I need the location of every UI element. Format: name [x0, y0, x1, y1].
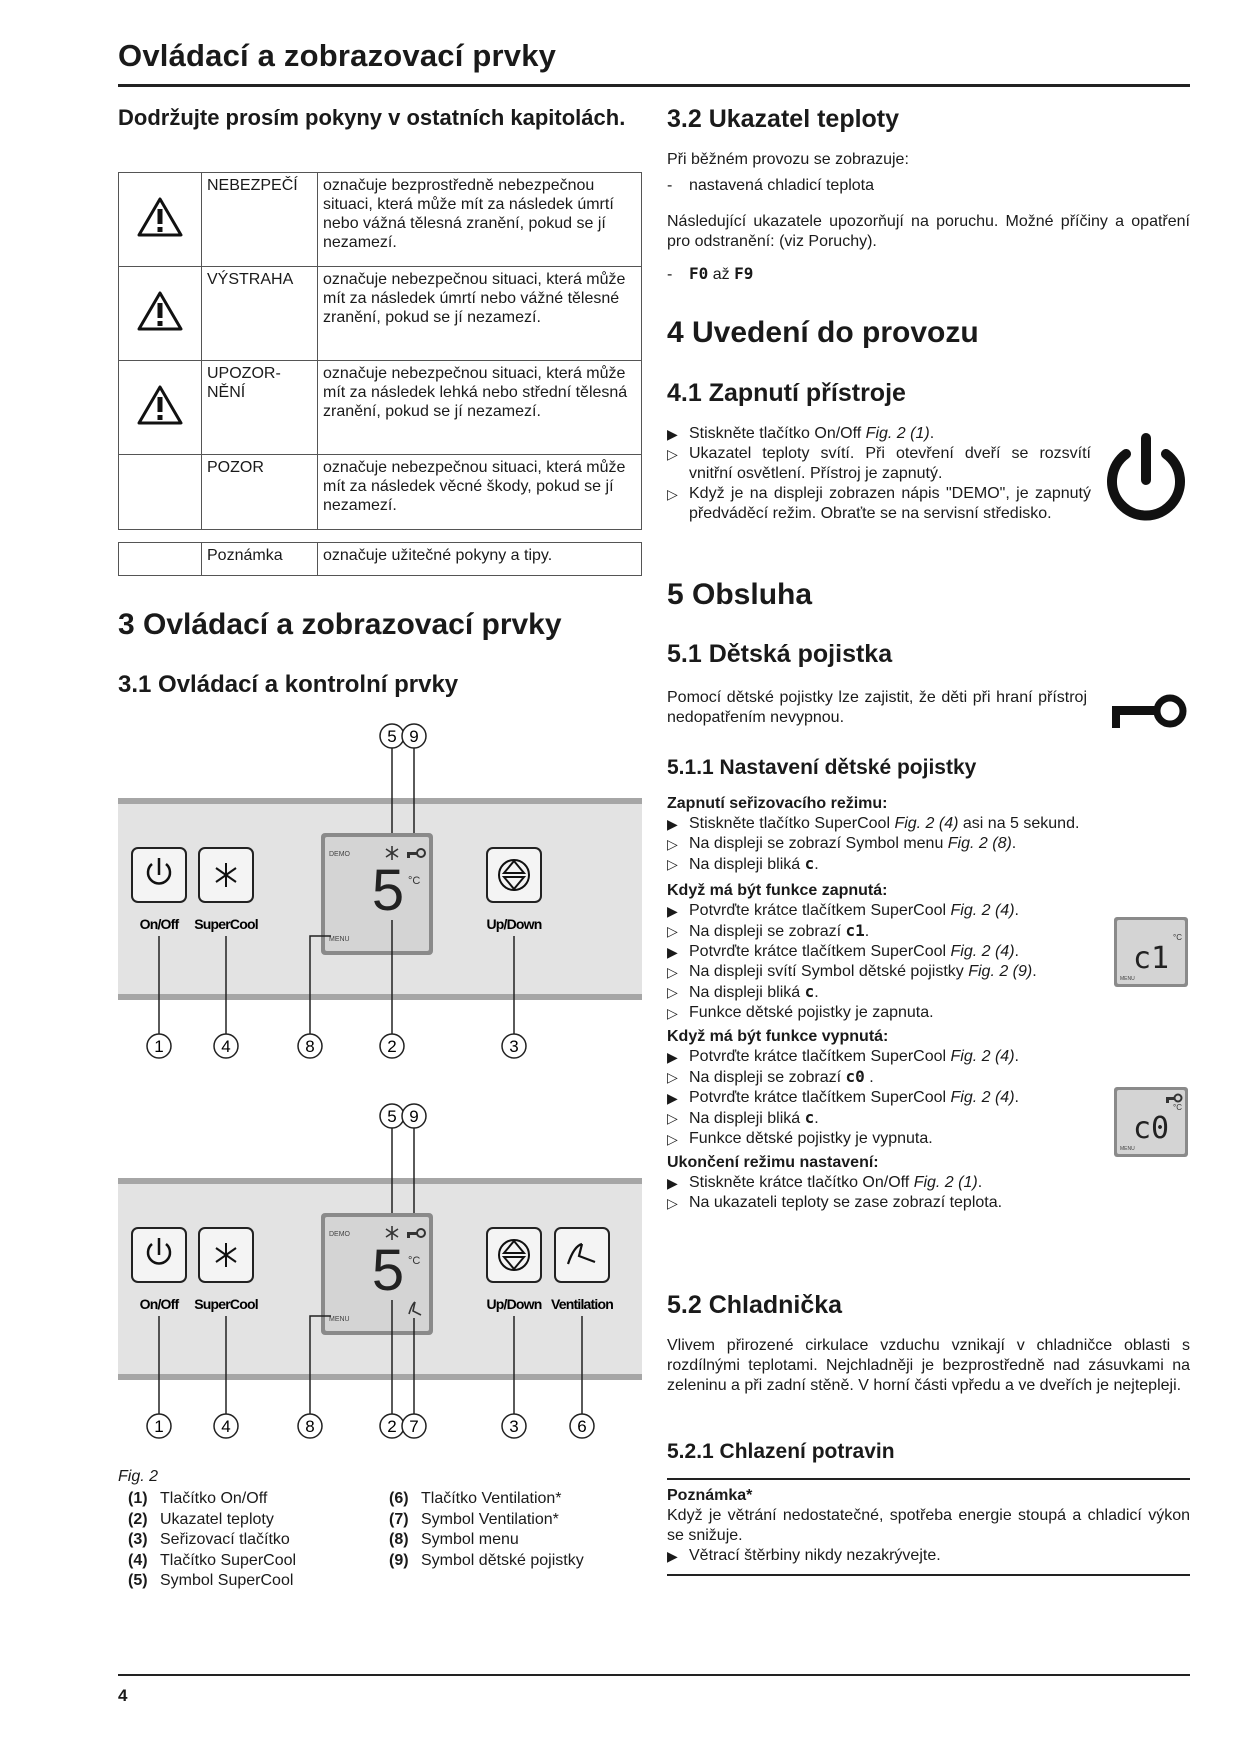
display-c0	[1113, 1086, 1189, 1158]
ventilation-button[interactable]	[555, 1228, 609, 1282]
step-item: ▷ Na displeji bliká c.	[667, 1108, 819, 1127]
section-5-2-text: Vlivem přirozené cirkulace vzduchu vznikají v chladničce oblasti s rozdílnými teplotami. Nejchladněji je bezprostředně nad zásuvkami na zeleninu a při zadní stěně. V horní části vpředu a ve dveřích je nejtepleji.	[667, 1337, 1190, 1394]
legend-left	[128, 1489, 388, 1592]
callout-label: 3	[509, 1417, 519, 1436]
warning-row	[119, 173, 642, 267]
step-item: ▷ Na displeji se zobrazí Symbol menu Fig. 2 (8).	[667, 835, 1017, 852]
header-rule	[118, 84, 1190, 87]
mode-on-title: Zapnutí seřizovacího režimu:	[667, 795, 888, 812]
callout-label: 2	[387, 1037, 397, 1056]
warning-triangle-icon	[119, 173, 202, 267]
note-table	[118, 542, 642, 576]
display-c1-code: c1	[1132, 941, 1170, 976]
key-icon	[1110, 694, 1190, 730]
panel-bottom	[118, 1104, 642, 1438]
step-item: ▶ Stiskněte tlačítko SuperCool Fig. 2 (4) asi na 5 sekund.	[667, 815, 1080, 832]
section-4-1-title: 4.1 Zapnutí přístroje	[667, 379, 906, 407]
warning-text: označuje nebezpečnou situaci, která může mít za následek lehká nebo střední tělesná zranění, pokud se jí nezamezí.	[318, 361, 642, 455]
warning-row	[119, 267, 642, 361]
section-5-2-title: 5.2 Chladnička	[667, 1291, 843, 1319]
warning-label: POZOR	[202, 455, 318, 530]
updown-button[interactable]	[487, 1228, 541, 1282]
step-item: ▷ Funkce dětské pojistky je vypnuta.	[667, 1130, 933, 1147]
warning-row	[119, 361, 642, 455]
temperature-digit: 5	[371, 1238, 405, 1303]
callout-9-label: 9	[409, 1107, 419, 1126]
footer-rule	[118, 1674, 1190, 1676]
display-c1-menu: MENU	[1120, 976, 1135, 982]
demo-indicator: DEMO	[329, 1231, 350, 1238]
warning-label: NEBEZPEČÍ	[202, 173, 318, 267]
blank-icon-cell	[119, 543, 202, 576]
supercool-label: SuperCool	[194, 1296, 258, 1312]
section-4-title: 4 Uvedení do provozu	[667, 316, 979, 349]
section-3-2-title: 3.2 Ukazatel teploty	[667, 105, 900, 133]
panel-bottom-stripe	[118, 1374, 642, 1380]
mode-on-steps	[667, 814, 1107, 875]
demo-indicator: DEMO	[329, 851, 350, 858]
step-item: ▷ Na displeji bliká c.	[667, 982, 819, 1001]
display-c1	[1113, 916, 1189, 988]
page-title: Ovládací a zobrazovací prvky	[118, 38, 557, 73]
legend-item: (6) Tlačítko Ventilation*	[389, 1490, 562, 1507]
note-title: Poznámka*	[667, 1487, 753, 1504]
figure-caption: Fig. 2	[118, 1468, 159, 1485]
menu-indicator: MENU	[329, 936, 350, 943]
display-c0-unit: °C	[1173, 1103, 1182, 1112]
callouts-row-2	[147, 1414, 594, 1438]
display-c0-menu: MENU	[1120, 1146, 1135, 1152]
note-label: Poznámka	[202, 543, 318, 576]
warning-label: UPOZOR-NĚNÍ	[202, 361, 318, 455]
control-panel-figure	[118, 712, 642, 1472]
warning-text: označuje nebezpečnou situaci, která může mít za následek úmrtí nebo vážné tělesné zranění, pokud se jí nezamezí.	[318, 267, 642, 361]
step-item: ▶ Potvrďte krátce tlačítkem SuperCool Fig. 2 (4).	[667, 902, 1019, 919]
updown-button[interactable]	[487, 848, 541, 902]
func-on-steps	[667, 901, 1107, 1023]
callout-9-label: 9	[409, 727, 419, 746]
note-box	[667, 1478, 1190, 1576]
display-c1-unit: °C	[1173, 933, 1182, 942]
mode-end-steps	[667, 1173, 1107, 1213]
step-item: ▷ Na ukazateli teploty se zase zobrazí teplota.	[667, 1194, 1003, 1211]
section-5-1-text: Pomocí dětské pojistky lze zajistit, že děti při hraní přístroj nedopatřením nevypnou.	[667, 689, 1087, 726]
note-step: ▶ Větrací štěrbiny nikdy nezakrývejte.	[667, 1547, 941, 1564]
step-item: ▷ Na displeji svítí Symbol dětské pojistky Fig. 2 (9).	[667, 963, 1037, 980]
func-on-title: Když má být funkce zapnutá:	[667, 882, 888, 899]
legend-item: (7) Symbol Ventilation*	[389, 1510, 559, 1528]
panel-top-stripe	[118, 798, 642, 804]
warning-table-wrap	[118, 172, 642, 576]
warning-label: VÝSTRAHA	[202, 267, 318, 361]
panel-bottom-stripe	[118, 994, 642, 1000]
legend-item: (2) Ukazatel teploty	[128, 1510, 274, 1528]
panel-top	[118, 724, 642, 1058]
temperature-digit: 5	[371, 858, 405, 923]
callout-5-label: 5	[387, 727, 397, 746]
callout-label: 6	[577, 1417, 587, 1436]
note-steps	[667, 1546, 1190, 1566]
blank-icon-cell	[119, 455, 202, 530]
section-3-2-error-range: - F0 až F9	[667, 264, 754, 283]
callout-label: 7	[409, 1417, 419, 1436]
note-text: označuje užitečné pokyny a tipy.	[318, 543, 642, 576]
warning-table	[118, 172, 642, 530]
warning-text: označuje bezprostředně nebezpečnou situaci, která může mít za následek úmrtí nebo vážná tělesná zranění, pokud se jí nezamezí.	[318, 173, 642, 267]
step-item: ▷ Funkce dětské pojistky je zapnuta.	[667, 1004, 934, 1021]
menu-indicator: MENU	[329, 1316, 350, 1323]
section-3-1-title: 3.1 Ovládací a kontrolní prvky	[118, 671, 459, 698]
section-5-2-1-title: 5.2.1 Chlazení potravin	[667, 1440, 895, 1463]
legend-item: (8) Symbol menu	[389, 1531, 519, 1548]
warning-triangle-icon	[119, 267, 202, 361]
legend-item: (3) Seřizovací tlačítko	[128, 1531, 290, 1548]
section-3-2-fault-text: Následující ukazatele upozorňují na poruchu. Možné příčiny a opatření pro odstranění: (viz Poruchy).	[667, 213, 1190, 250]
onoff-label: On/Off	[139, 1296, 179, 1312]
callouts-row-1	[147, 1034, 526, 1058]
section-3-2-item: - nastavená chladicí teplota	[667, 177, 875, 194]
section-4-1-steps	[667, 424, 1091, 524]
callout-label: 8	[305, 1037, 315, 1056]
callout-label: 4	[221, 1037, 231, 1056]
updown-label: Up/Down	[486, 916, 542, 932]
mode-end-title: Ukončení režimu nastavení:	[667, 1154, 879, 1171]
callout-label: 1	[154, 1037, 164, 1056]
legend-item: (1) Tlačítko On/Off	[128, 1490, 268, 1507]
step-item: ▷ Na displeji bliká c.	[667, 854, 819, 873]
func-off-steps	[667, 1047, 1107, 1149]
updown-label: Up/Down	[486, 1296, 542, 1312]
legend-item: (5) Symbol SuperCool	[128, 1572, 294, 1589]
callout-label: 3	[509, 1037, 519, 1056]
panel-top-stripe	[118, 1178, 642, 1184]
step-item: ▷ Když je na displeji zobrazen nápis "DEMO", je zapnutý předváděcí režim. Obraťte se na servisní středisko.	[667, 485, 1091, 522]
legend-item: (9) Symbol dětské pojistky	[389, 1551, 584, 1569]
legend-right	[389, 1489, 649, 1571]
section-3-2-text: Při běžném provozu se zobrazuje:	[667, 151, 909, 168]
legend-item: (4) Tlačítko SuperCool	[128, 1551, 297, 1569]
step-item: ▶ Stiskněte krátce tlačítko On/Off Fig. 2 (1).	[667, 1174, 983, 1191]
callout-label: 2	[387, 1417, 397, 1436]
display-c0-code: c0	[1132, 1111, 1170, 1146]
section-5-1-1-title: 5.1.1 Nastavení dětské pojistky	[667, 756, 977, 779]
section-5-1-title: 5.1 Dětská pojistka	[667, 640, 893, 668]
supercool-label: SuperCool	[194, 916, 258, 932]
warning-text: označuje nebezpečnou situaci, která může mít za následek věcné škody, pokud se jí nezamezí.	[318, 455, 642, 530]
step-item: ▷ Ukazatel teploty svítí. Při otevření dveří se rozsvítí vnitřní osvětlení. Přístroj je zapnutý.	[667, 445, 1091, 482]
callout-label: 8	[305, 1417, 315, 1436]
callout-label: 1	[154, 1417, 164, 1436]
section-5-title: 5 Obsluha	[667, 578, 813, 611]
step-item: ▶ Potvrďte krátce tlačítkem SuperCool Fig. 2 (4).	[667, 1048, 1019, 1065]
callout-label: 4	[221, 1417, 231, 1436]
power-icon	[1104, 432, 1188, 526]
callout-5-label: 5	[387, 1107, 397, 1126]
step-item: ▷ Na displeji se zobrazí c0 .	[667, 1067, 874, 1086]
child-lock-procedure	[667, 794, 1190, 1213]
step-item: ▶ Potvrďte krátce tlačítkem SuperCool Fig. 2 (4).	[667, 943, 1019, 960]
note-row	[119, 543, 642, 576]
page-number: 4	[118, 1686, 128, 1705]
func-off-title: Když má být funkce vypnutá:	[667, 1028, 889, 1045]
intro-text: Dodržujte prosím pokyny v ostatních kapitolách.	[118, 105, 626, 130]
step-item: ▶ Stiskněte tlačítko On/Off Fig. 2 (1).	[667, 425, 935, 442]
warning-triangle-icon	[119, 361, 202, 455]
celsius-unit: °C	[408, 1255, 421, 1267]
section-3-title: 3 Ovládací a zobrazovací prvky	[118, 608, 562, 641]
step-item: ▶ Potvrďte krátce tlačítkem SuperCool Fig. 2 (4).	[667, 1089, 1019, 1106]
warning-row	[119, 455, 642, 530]
note-text: Když je větrání nedostatečné, spotřeba energie stoupá a chladicí výkon se snižuje.	[667, 1507, 1190, 1544]
step-item: ▷ Na displeji se zobrazí c1.	[667, 921, 870, 940]
onoff-label: On/Off	[139, 916, 179, 932]
celsius-unit: °C	[408, 875, 421, 887]
ventilation-label: Ventilation	[551, 1296, 613, 1312]
